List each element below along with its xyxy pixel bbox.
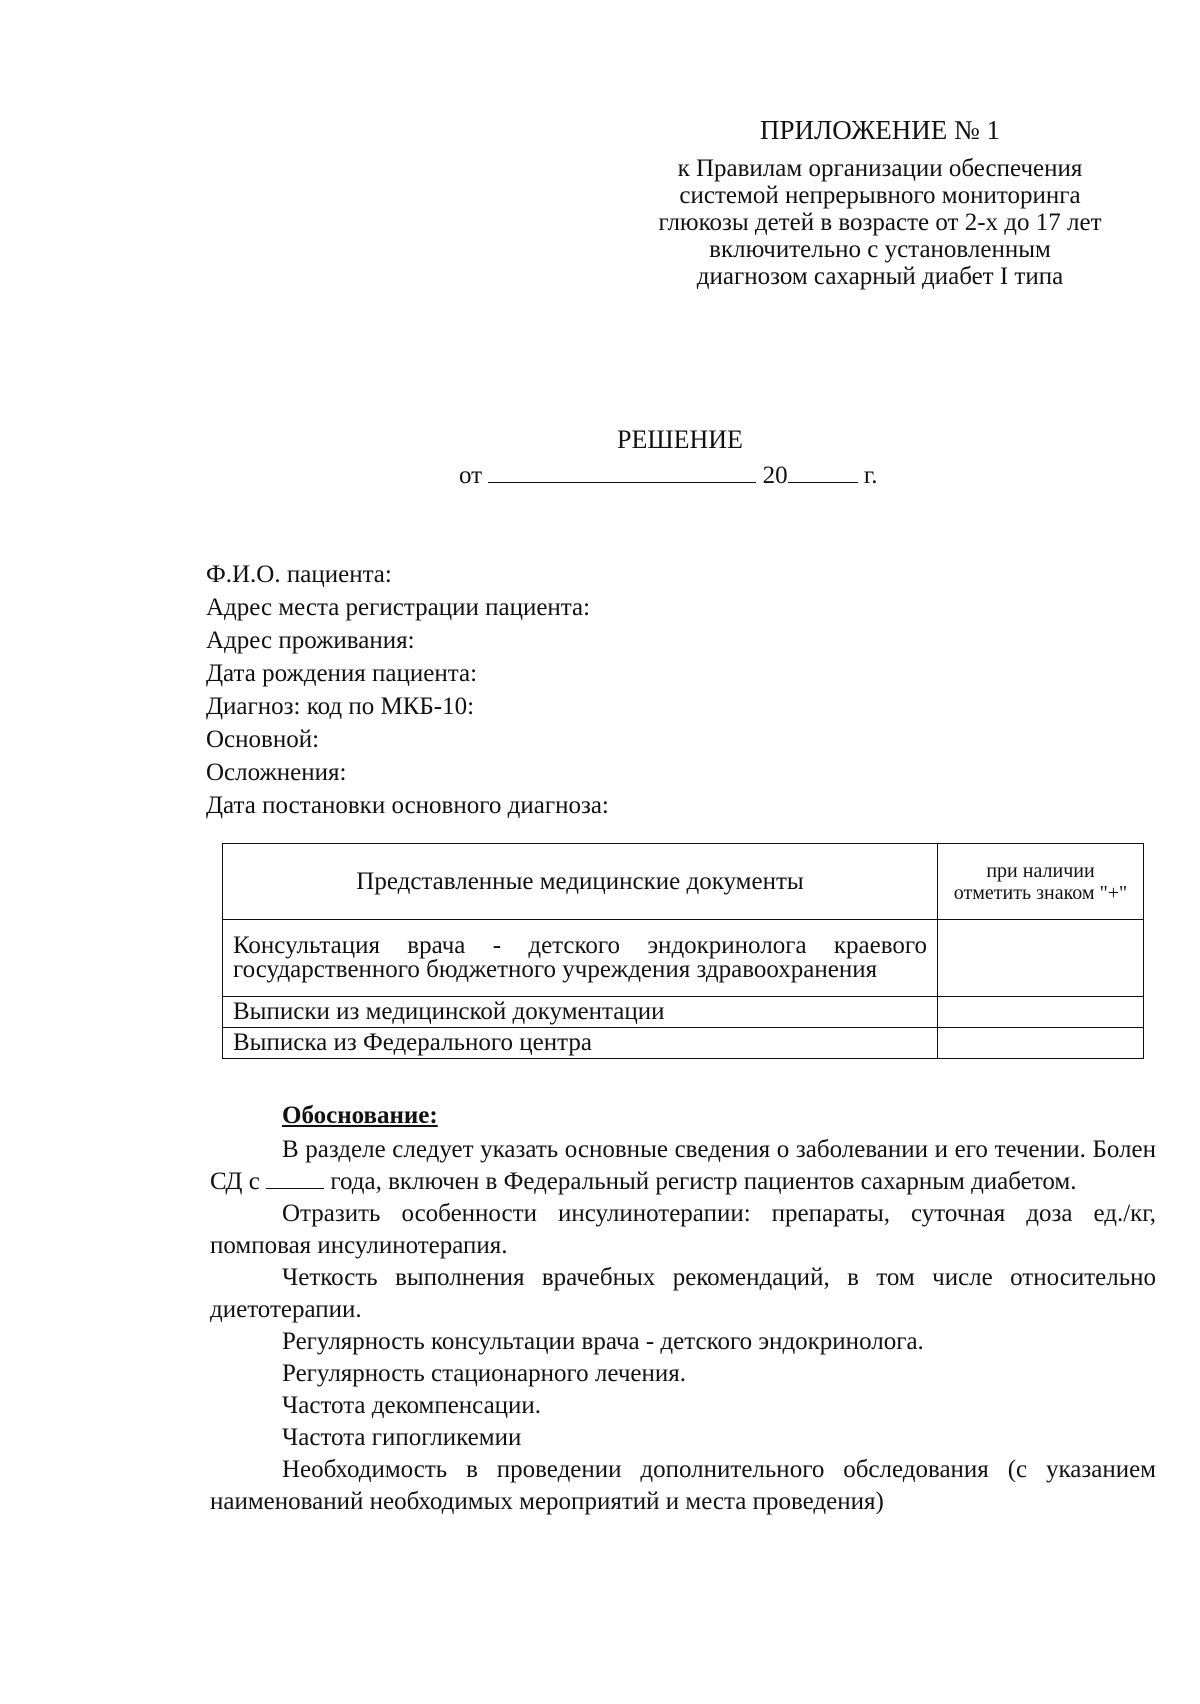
decision-header <box>0 424 1200 456</box>
field-icd-code: Диагноз: код по МКБ-10: <box>206 693 475 720</box>
decision-date-line <box>459 460 878 491</box>
justification-paragraph: Регулярность консультации врача - детского эндокринолога. <box>282 1328 924 1355</box>
p1-after-text: года, включен в Федеральный регистр пациентов сахарным диабетом. <box>330 1168 1077 1195</box>
appendix-line: диагнозом сахарный диабет I типа <box>696 263 1064 290</box>
table-row <box>223 920 1144 997</box>
appendix-title: ПРИЛОЖЕНИЕ № 1 <box>759 115 1001 145</box>
document-cell: Выписки из медицинской документации <box>223 997 938 1028</box>
field-registration-address: Адрес места регистрации пациента: <box>206 594 591 621</box>
date-prefix: от <box>459 462 483 489</box>
mark-cell[interactable] <box>938 920 1144 997</box>
appendix-line: включительно с установленным <box>709 236 1051 263</box>
p1-before-text: В разделе следует указать основные сведения о заболевании и его течении. Болен СД с <box>210 1136 1156 1195</box>
justification-paragraph <box>210 1134 1156 1198</box>
justification-paragraph: Отразить особенности инсулинотерапии: препараты, суточная доза ед./кг, помповая инсулинотерапия. <box>210 1200 1156 1259</box>
field-patient-name: Ф.И.О. пациента: <box>206 561 392 588</box>
date-suffix: г. <box>863 462 878 489</box>
mark-cell[interactable] <box>938 1028 1144 1059</box>
mark-cell[interactable] <box>938 997 1144 1028</box>
date-blank-field[interactable] <box>488 460 756 483</box>
date-year-prefix: 20 <box>762 462 788 489</box>
patient-fields <box>206 558 1106 822</box>
document-cell: Консультация врача - детского эндокринолога краевого государственного бюджетного учреждения здравоохранения <box>223 920 938 997</box>
field-diagnosis-date: Дата постановки основного диагноза: <box>206 792 609 819</box>
decision-title: РЕШЕНИЕ <box>617 425 743 454</box>
field-main-diagnosis: Основной: <box>206 726 320 753</box>
justification-paragraph: Регулярность стационарного лечения. <box>282 1360 687 1387</box>
appendix-line: к Правилам организации обеспечения <box>677 155 1083 182</box>
appendix-header <box>610 113 1150 290</box>
justification-section <box>210 1100 1156 1518</box>
header-documents: Представленные медицинские документы <box>223 844 938 920</box>
documents-table <box>222 843 1144 1059</box>
field-residence-address: Адрес проживания: <box>206 627 415 654</box>
header-mark: при наличии отметить знаком "+" <box>938 844 1144 920</box>
justification-paragraph: Частота гипогликемии <box>282 1424 522 1451</box>
justification-paragraph: Четкость выполнения врачебных рекомендаций, в том числе относительно диетотерапии. <box>210 1264 1156 1323</box>
year-of-onset-blank[interactable] <box>266 1166 324 1189</box>
justification-paragraph: Частота декомпенсации. <box>282 1392 542 1419</box>
appendix-line: глюкозы детей в возрасте от 2-х до 17 лет <box>658 209 1102 236</box>
field-complications: Осложнения: <box>206 759 347 786</box>
table-row <box>223 1028 1144 1059</box>
justification-paragraph: Необходимость в проведении дополнительного обследования (с указанием наименований необходимых мероприятий и места проведения) <box>210 1456 1156 1515</box>
table-header-row <box>223 844 1144 920</box>
field-birth-date: Дата рождения пациента: <box>206 660 478 687</box>
table-row <box>223 997 1144 1028</box>
year-blank-field[interactable] <box>788 460 858 483</box>
document-cell: Выписка из Федерального центра <box>223 1028 938 1059</box>
appendix-line: системой непрерывного мониторинга <box>679 182 1081 209</box>
justification-title: Обоснование: <box>282 1102 438 1129</box>
